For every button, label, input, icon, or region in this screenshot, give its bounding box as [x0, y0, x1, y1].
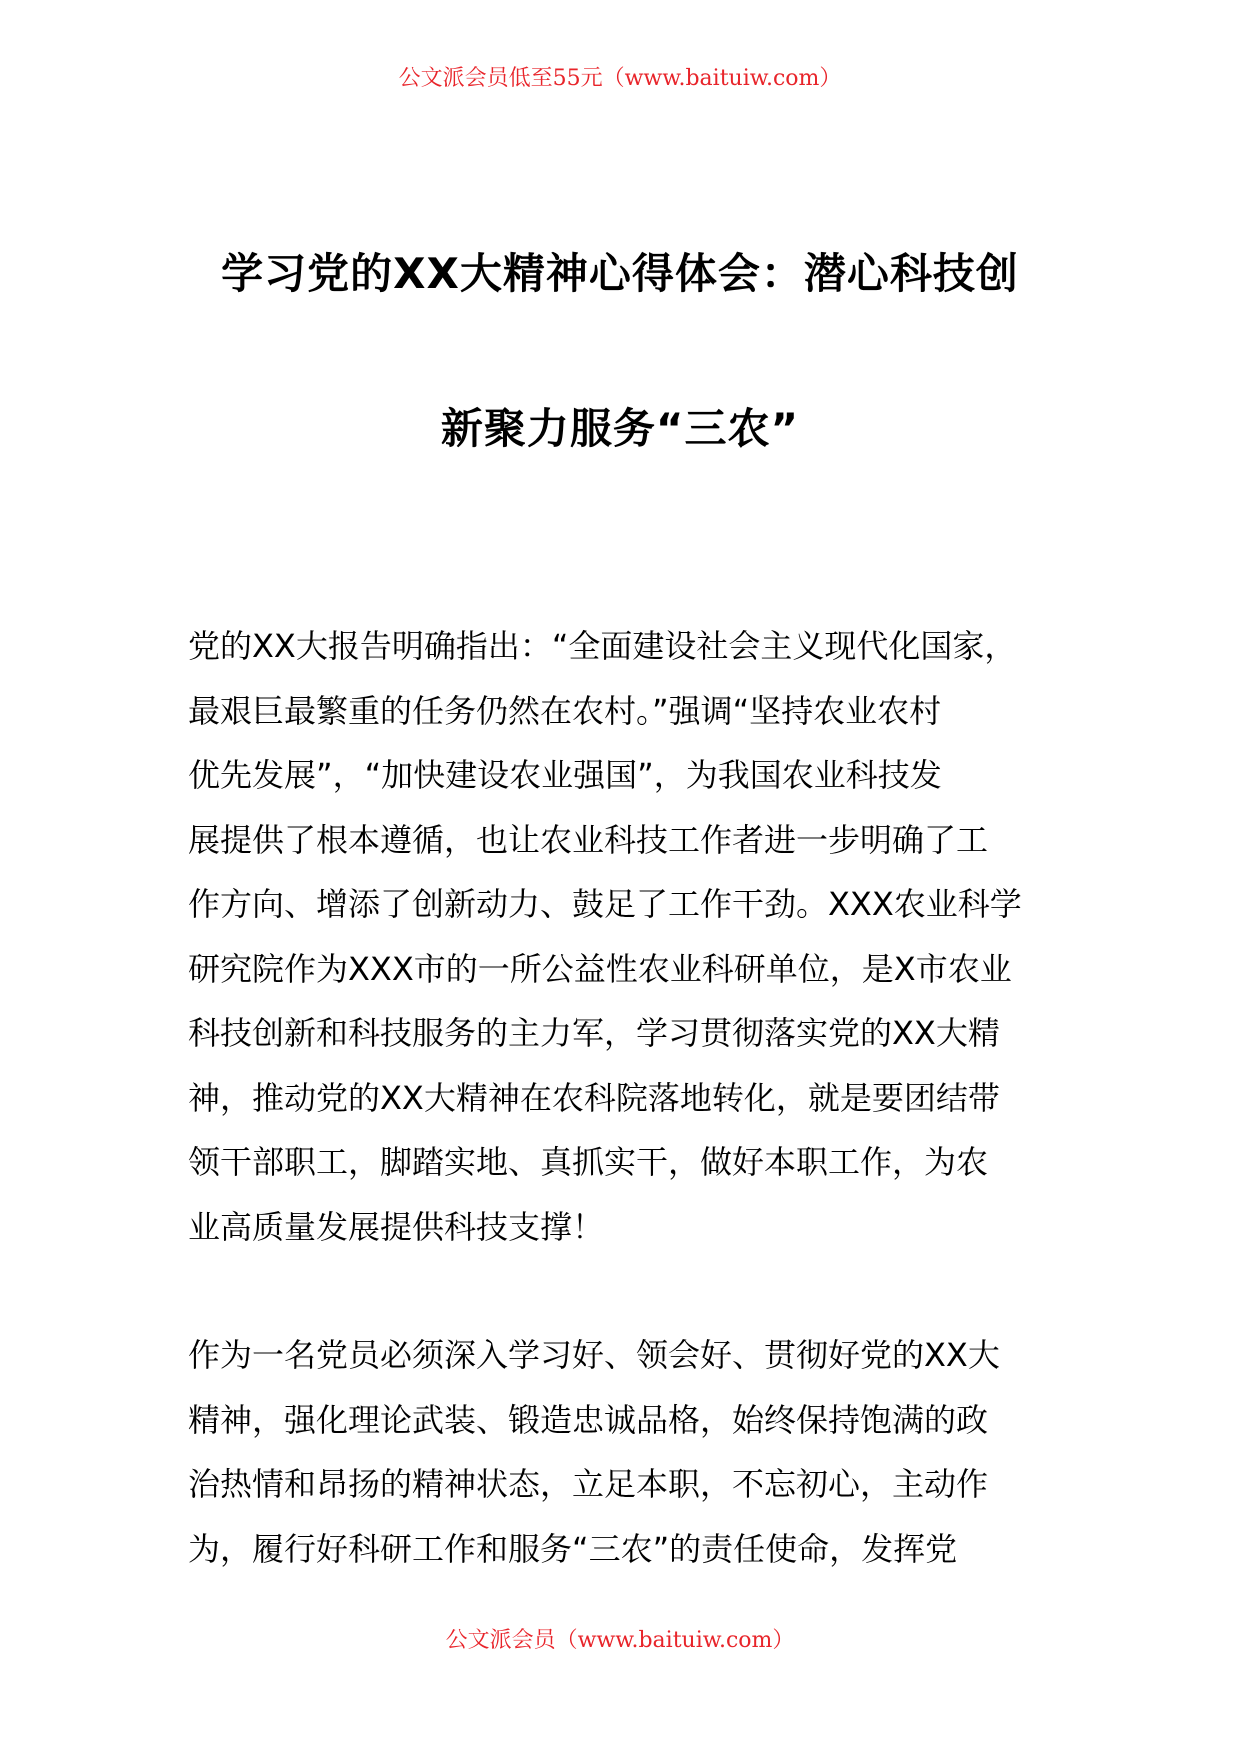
text-line: 展提供了根本遵循，也让农业科技工作者进一步明确了工 [188, 820, 989, 859]
text-line: 作方向、增添了创新动力、鼓足了工作干劲。XXX农业科学 [188, 885, 1022, 923]
text-line: 优先发展”，“加快建设农业强国”，为我国农业科技发 [188, 756, 942, 794]
document-body [188, 614, 1088, 1645]
document-title [170, 196, 1070, 506]
title-line: 学习党的XX大精神心得体会：潜心科技创 [221, 249, 1019, 298]
text-line: 作为一名党员必须深入学习好、领会好、贯彻好党的XX大 [188, 1336, 1000, 1374]
paragraph-2 [188, 1323, 1088, 1581]
text-line: 最艰巨最繁重的任务仍然在农村。”强调“坚持农业农村 [188, 691, 942, 730]
footer-banner[interactable]: 公文派会员（www.baituiw.com） [445, 1628, 795, 1653]
text-line: 精神，强化理论武装、锻造忠诚品格，始终保持饱满的政 [188, 1400, 989, 1439]
text-line: 业高质量发展提供科技支撑！ [188, 1207, 605, 1246]
paragraph-1 [188, 614, 1088, 1259]
text-line: 党的XX大报告明确指出：“全面建设社会主义现代化国家， [188, 627, 1017, 665]
title-line: 新聚力服务“三农” [440, 404, 800, 453]
text-line: 为，履行好科研工作和服务“三农”的责任使命，发挥党 [188, 1529, 958, 1568]
header-banner[interactable]: 公文派会员低至55元（www.baituiw.com） [398, 66, 842, 91]
text-line: 领干部职工，脚踏实地、真抓实干，做好本职工作，为农 [188, 1143, 989, 1181]
text-line: 神，推动党的XX大精神在农科院落地转化，就是要团结带 [188, 1078, 1000, 1117]
text-line: 研究院作为XXX市的一所公益性农业科研单位，是X市农业 [188, 949, 1012, 988]
text-line: 科技创新和科技服务的主力军，学习贯彻落实党的XX大精 [188, 1014, 1000, 1052]
text-line: 治热情和昂扬的精神状态，立足本职，不忘初心，主动作 [188, 1465, 989, 1503]
